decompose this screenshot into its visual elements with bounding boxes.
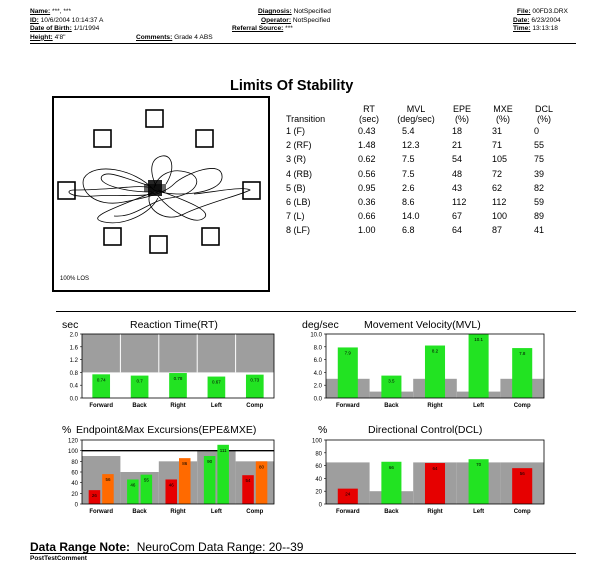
y-tick-label: 0 <box>318 502 322 509</box>
table-cell: 8.6 <box>402 197 415 208</box>
bar-value-label: 46 <box>130 482 136 488</box>
table-cell: 100 <box>492 211 508 222</box>
col-header-line2: (%) <box>496 114 510 124</box>
table-cell: 112 <box>452 197 467 208</box>
los-plot-svg <box>54 98 268 290</box>
sway-cluster <box>144 180 166 196</box>
table-header-row <box>286 100 564 124</box>
y-tick-label: 100 <box>67 449 78 456</box>
bar-value-label: 3.5 <box>388 378 395 384</box>
norm-band <box>236 334 274 372</box>
table-cell: 0.66 <box>358 211 376 222</box>
table-cell: 18 <box>452 126 463 136</box>
table-cell: 54 <box>452 154 463 165</box>
x-tick-label: Right <box>427 403 443 409</box>
x-tick-label: Forward <box>89 509 114 515</box>
table-cell: 7.5 <box>402 154 415 165</box>
x-tick-label: Right <box>427 509 443 515</box>
bar-value-label: 10.1 <box>474 337 483 342</box>
rt-bar-chart <box>56 330 278 416</box>
table-cell: 112 <box>492 197 507 208</box>
table-cell: 7.5 <box>402 168 415 179</box>
table-cell: 1.00 <box>358 225 376 236</box>
table-cell: 72 <box>492 168 503 179</box>
bar-value-label: 55 <box>143 477 149 483</box>
table-cell: 82 <box>534 182 545 193</box>
bar-value-label: 7.9 <box>344 350 351 356</box>
table-cell: 4 (RB) <box>286 168 313 179</box>
table-row <box>286 195 564 209</box>
bar-value-label: 0.74 <box>96 377 106 383</box>
y-tick-label: 10.0 <box>310 332 322 339</box>
y-tick-label: 0.0 <box>313 396 322 403</box>
table-cell: 87 <box>492 225 503 236</box>
bar-value-label: 70 <box>476 462 482 468</box>
bar-value-label: 24 <box>345 491 351 497</box>
table-cell: 75 <box>534 154 545 165</box>
patient-info: Name: ***, *** ID: 10/6/2004 10:14:37 A Date of Birth: 1/1/1994 Height: 4'8" <box>30 8 104 41</box>
table-cell: 12.3 <box>402 140 420 151</box>
col-header <box>348 100 390 124</box>
target-lb <box>104 228 121 245</box>
col-header <box>482 100 524 124</box>
table-cell: 39 <box>534 168 545 179</box>
col-header-line2: (%) <box>455 114 469 124</box>
table-cell: 6 (LB) <box>286 197 311 208</box>
y-tick-label: 2.0 <box>69 332 78 339</box>
x-tick-label: Comp <box>513 403 531 409</box>
bar-value-label: 56 <box>105 477 111 483</box>
y-tick-label: 60 <box>315 464 322 471</box>
col-header-line1: MXE <box>493 104 513 114</box>
bar-value-label: 66 <box>388 464 394 470</box>
table-cell: 48 <box>452 168 463 179</box>
y-tick-label: 0.0 <box>69 396 78 403</box>
table-cell: 71 <box>492 140 503 151</box>
rt-unit: sec <box>62 319 79 331</box>
target-lf <box>94 130 111 147</box>
table-cell: 6.8 <box>402 225 415 236</box>
table-cell: 64 <box>452 225 463 236</box>
table-row <box>286 124 564 138</box>
table-cell: 0.56 <box>358 168 376 179</box>
y-tick-label: 8.0 <box>313 345 322 352</box>
bar-value-label: 80 <box>259 464 265 470</box>
table-cell: 2.6 <box>402 182 415 193</box>
norm-band <box>120 472 158 504</box>
norm-band <box>82 456 120 504</box>
y-tick-label: 20 <box>315 489 322 496</box>
x-tick-label: Back <box>384 403 399 409</box>
col-header <box>390 100 442 124</box>
y-tick-label: 100 <box>311 438 322 445</box>
col-header-line2: (deg/sec) <box>397 114 435 124</box>
y-tick-label: 40 <box>71 481 78 488</box>
mvl-chart-title: Movement Velocity(MVL) <box>364 319 481 331</box>
table-cell: 59 <box>534 197 545 208</box>
table-cell: 89 <box>534 211 545 222</box>
bar-value-label: 0.78 <box>173 376 183 382</box>
footer-divider <box>30 553 576 554</box>
norm-band <box>197 334 235 372</box>
y-tick-label: 60 <box>71 470 78 477</box>
table-row <box>286 152 564 166</box>
table-cell: 2 (RF) <box>286 140 312 151</box>
norm-band <box>236 461 274 504</box>
results-table <box>286 100 564 238</box>
x-tick-label: Forward <box>89 403 114 409</box>
col-header <box>442 100 482 124</box>
data-range-note <box>30 540 303 554</box>
table-cell: 8 (LF) <box>286 225 311 236</box>
table-cell: 7 (L) <box>286 211 305 222</box>
y-tick-label: 2.0 <box>313 383 322 390</box>
rt-chart-title: Reaction Time(RT) <box>130 319 218 331</box>
dcl-bar-chart <box>300 436 548 522</box>
x-tick-label: Left <box>473 509 485 515</box>
table-cell: 0 <box>534 126 540 136</box>
bar-value-label: 64 <box>432 466 438 472</box>
norm-band <box>159 334 197 372</box>
col-header-line1: MVL <box>406 104 426 114</box>
x-tick-label: Left <box>210 403 222 409</box>
y-tick-label: 0.8 <box>69 370 78 377</box>
report-title: Limits Of Stability <box>230 78 354 94</box>
norm-band <box>82 334 120 372</box>
y-tick-label: 4.0 <box>313 370 322 377</box>
bar-value-label: 8.2 <box>431 348 439 354</box>
y-tick-label: 20 <box>71 491 78 498</box>
table-row <box>286 209 564 223</box>
target-rf <box>196 130 213 147</box>
y-tick-label: 80 <box>315 451 322 458</box>
bar-value-label: 0.73 <box>250 377 260 383</box>
table-cell: 5 (B) <box>286 182 306 193</box>
bar-value-label: 0.7 <box>136 378 143 384</box>
col-header <box>286 100 348 124</box>
table-cell: 0.62 <box>358 154 376 165</box>
x-tick-label: Back <box>384 509 399 515</box>
table-cell: 1 (F) <box>286 126 305 136</box>
target-f <box>146 110 163 127</box>
bar-value-label: 26 <box>91 493 97 499</box>
table-cell: 14.0 <box>402 211 420 222</box>
comments: Comments: Grade 4 ABS <box>136 33 213 41</box>
table-cell: 67 <box>452 211 463 222</box>
target-l <box>58 182 75 199</box>
x-tick-label: Comp <box>246 509 264 515</box>
x-tick-label: Forward <box>335 509 360 515</box>
norm-band <box>197 451 235 504</box>
target-r <box>243 182 260 199</box>
col-header-line1: DCL <box>534 104 553 114</box>
col-header-line2: (sec) <box>359 114 379 124</box>
bar-value-label: 7.8 <box>519 351 526 357</box>
table-cell: 41 <box>534 225 545 236</box>
x-tick-label: Back <box>132 509 147 515</box>
table-row <box>286 138 564 152</box>
target-b <box>150 236 167 253</box>
diagnosis-info: Diagnosis: NotSpecified Operator: NotSpecified Referral Source: *** <box>232 8 331 33</box>
bar-value-label: 90 <box>207 459 213 464</box>
x-tick-label: Comp <box>246 403 264 409</box>
x-tick-label: Comp <box>513 509 531 515</box>
bar <box>217 445 229 504</box>
file-info: File: 00FD3.DRX Date: 6/23/2004 Time: 13:13:18 <box>513 8 568 33</box>
table-row <box>286 167 564 181</box>
y-tick-label: 40 <box>315 476 322 483</box>
table-cell: 0.43 <box>358 126 376 136</box>
norm-band <box>120 334 158 372</box>
bar-value-label: 0.67 <box>212 379 221 385</box>
bar-value-label: 54 <box>245 478 251 484</box>
col-header-line1: EPE <box>452 104 471 114</box>
epe-mxe-bar-chart <box>56 436 278 522</box>
table-cell: 62 <box>492 182 503 193</box>
bar-value-label: 86 <box>182 461 188 467</box>
x-tick-label: Forward <box>335 403 360 409</box>
norm-band <box>159 461 197 504</box>
table-cell: 55 <box>534 140 545 151</box>
dcl-chart-title: Directional Control(DCL) <box>368 424 483 436</box>
mvl-bar-chart <box>300 330 548 416</box>
post-test-comment: PostTestComment <box>30 555 87 562</box>
table-cell: 31 <box>492 126 503 136</box>
bar <box>469 334 489 398</box>
bar-value-label: 56 <box>519 471 525 477</box>
col-header-line1: RT <box>363 104 375 114</box>
table-cell: 21 <box>452 140 463 151</box>
y-tick-label: 120 <box>67 438 78 445</box>
table-cell: 0.95 <box>358 182 376 193</box>
y-tick-label: 6.0 <box>313 358 322 365</box>
col-header <box>524 100 564 124</box>
target-rb <box>202 228 219 245</box>
section-divider <box>56 311 576 312</box>
table-cell: 5.4 <box>402 126 415 136</box>
table-cell: 43 <box>452 182 463 193</box>
header-divider <box>30 43 576 44</box>
y-tick-label: 1.6 <box>69 345 78 352</box>
los-target-plot <box>52 96 270 292</box>
data-range-note-label: Data Range Note: <box>30 540 131 554</box>
x-tick-label: Left <box>210 509 222 515</box>
table-row <box>286 223 564 237</box>
data-range-note-value: NeuroCom Data Range: 20--39 <box>136 540 304 554</box>
y-tick-label: 1.2 <box>69 358 78 365</box>
table-cell: 3 (R) <box>286 154 306 165</box>
y-tick-label: 0 <box>74 502 78 509</box>
dcl-unit: % <box>318 424 328 436</box>
table-cell: 1.48 <box>358 140 376 151</box>
bar-value-label: 46 <box>168 482 174 488</box>
bar-value-label: 111 <box>219 447 227 453</box>
los-plot-label: 100% LOS <box>60 276 90 282</box>
y-tick-label: 80 <box>71 459 78 466</box>
mvl-unit: deg/sec <box>302 319 339 331</box>
x-tick-label: Back <box>132 403 147 409</box>
epe-unit: % <box>62 424 72 436</box>
table-cell: 0.36 <box>358 197 376 208</box>
epe-chart-title: Endpoint&Max Excursions(EPE&MXE) <box>76 424 257 436</box>
y-tick-label: 0.4 <box>69 383 78 390</box>
x-tick-label: Right <box>170 509 186 515</box>
x-tick-label: Left <box>473 403 485 409</box>
col-header-line2: (%) <box>537 114 551 124</box>
x-tick-label: Right <box>170 403 186 409</box>
table-row <box>286 181 564 195</box>
table-cell: 105 <box>492 154 508 165</box>
col-header-line2: Transition <box>286 114 326 124</box>
